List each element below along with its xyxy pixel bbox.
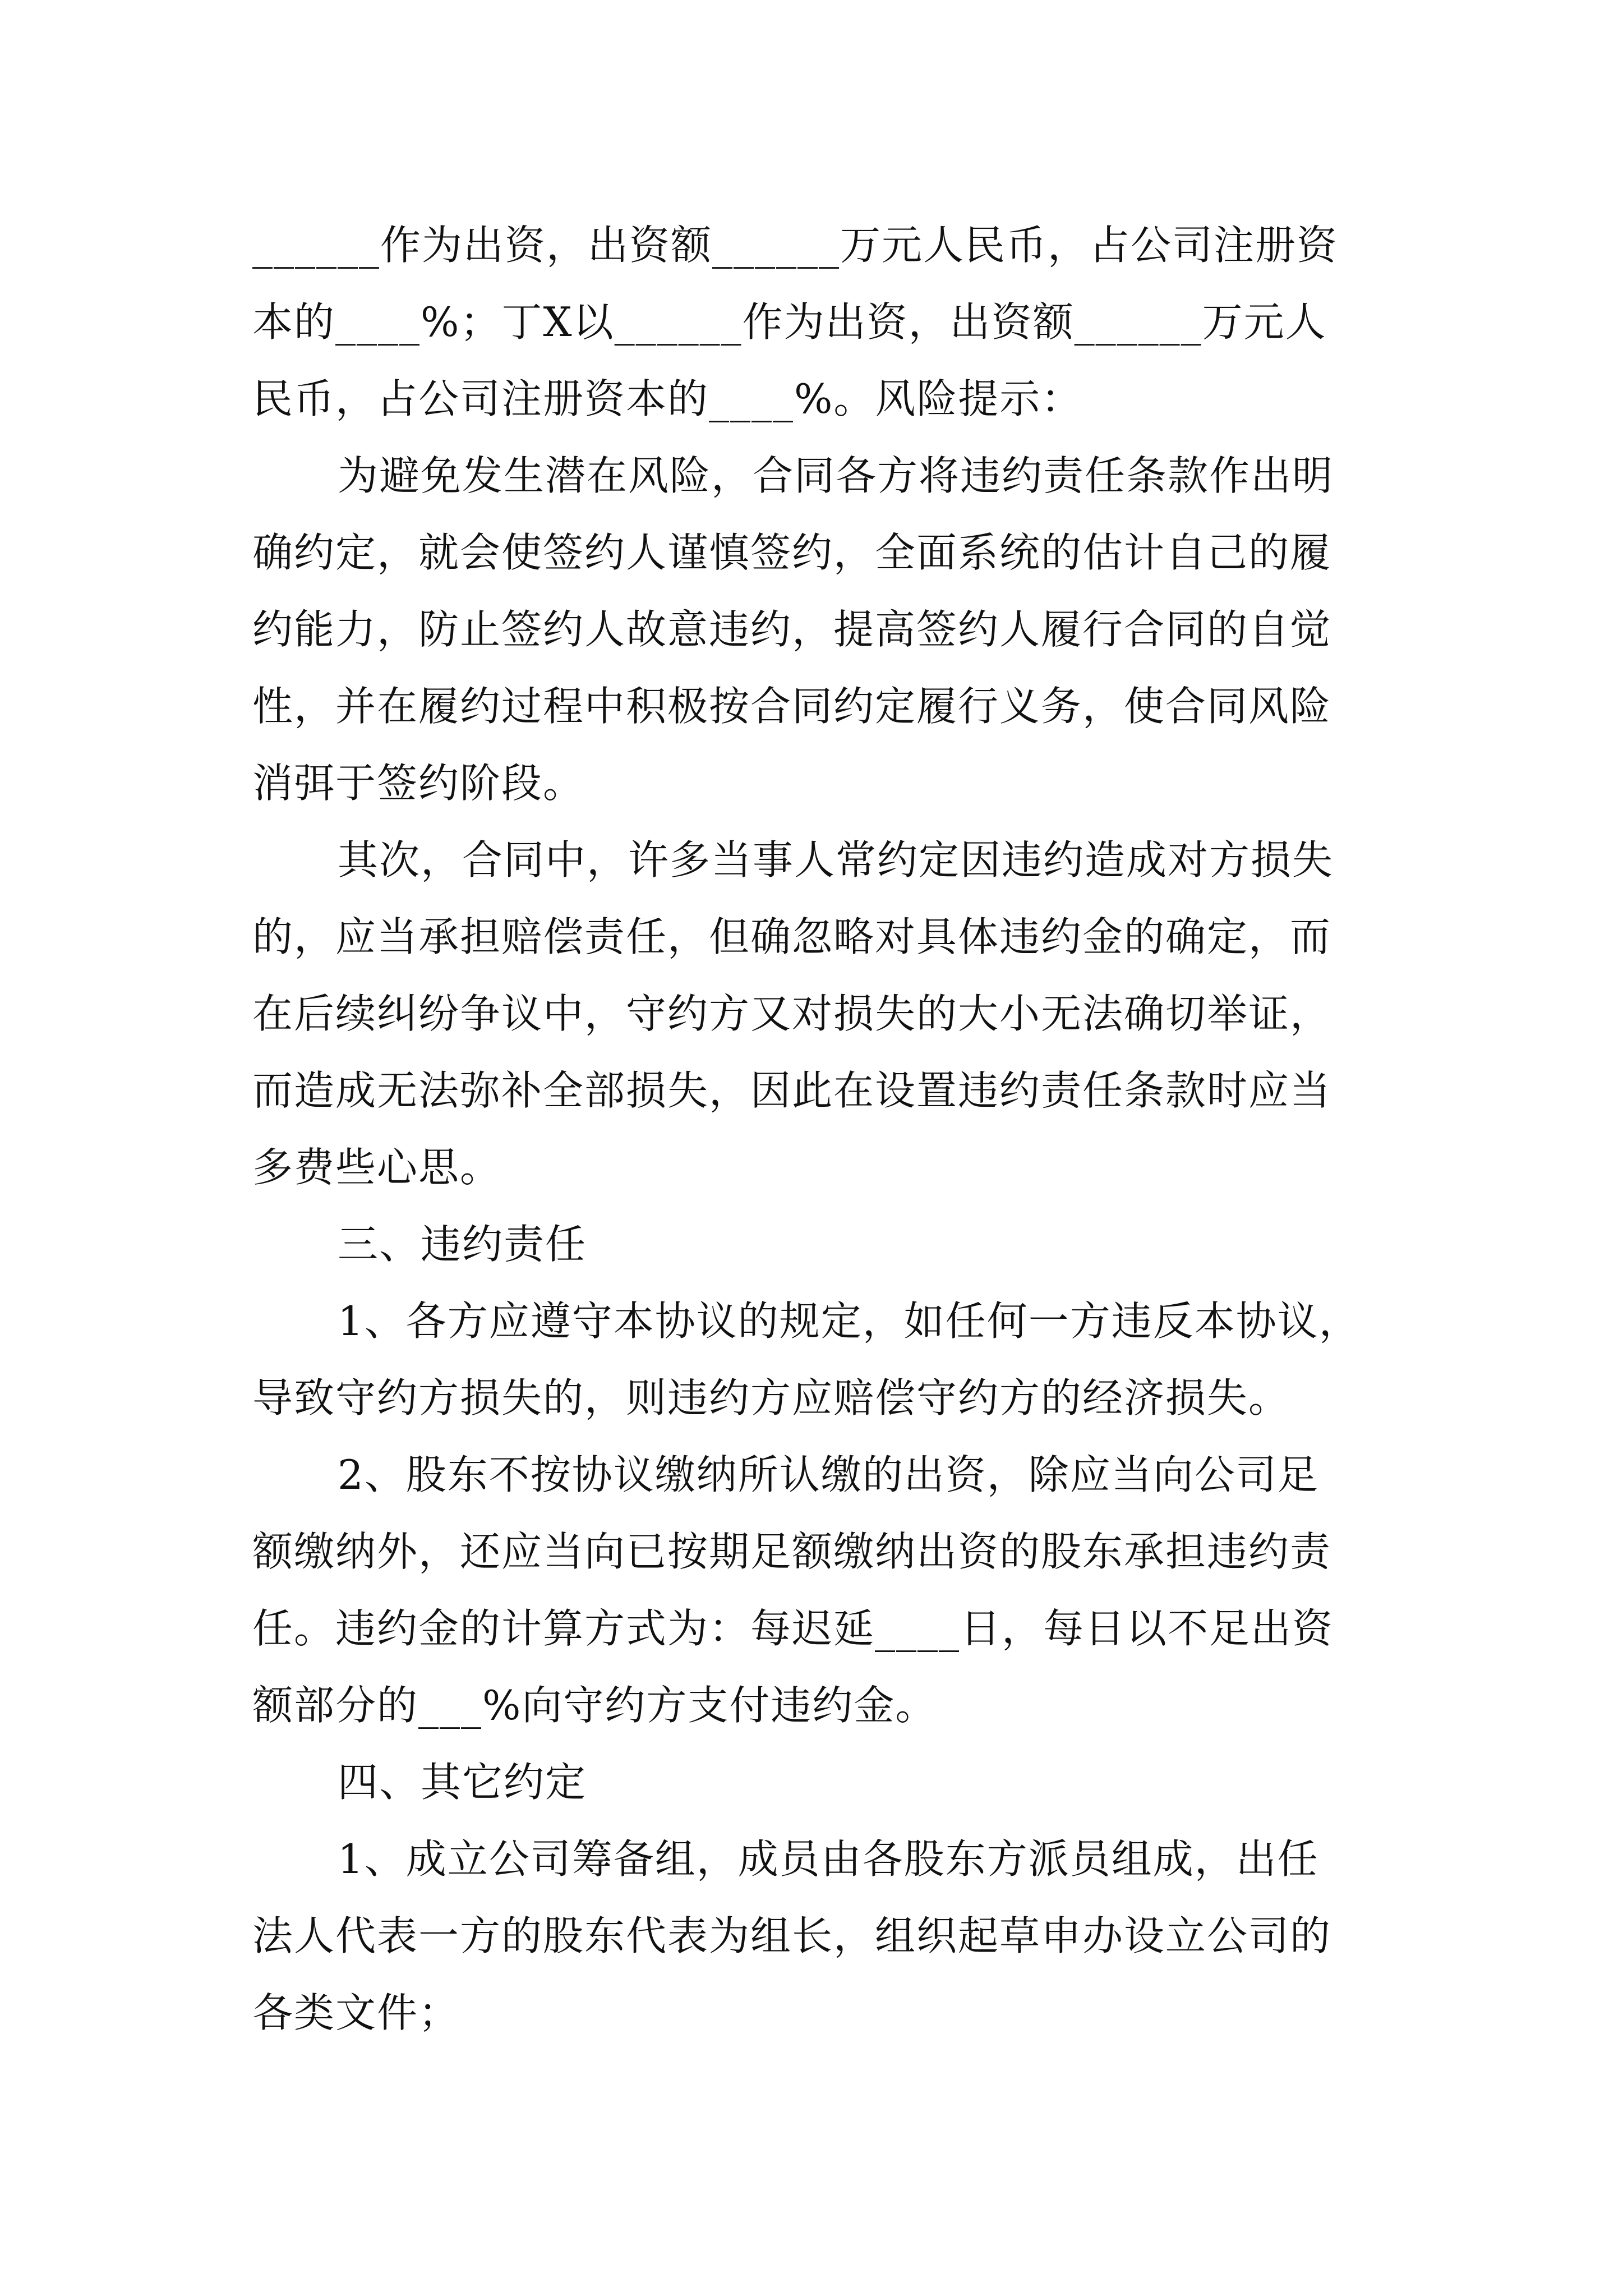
section-heading: 四、其它约定	[338, 1759, 587, 1806]
text-line: 在后续纠纷争议中，守约方又对损失的大小无法确切举证，	[252, 990, 1332, 1037]
paragraph-first-line: 为避免发生潜在风险，合同各方将违约责任条款作出明	[338, 452, 1334, 499]
text-line: 的，应当承担赔偿责任，但确忽略对具体违约金的确定，而	[252, 913, 1332, 960]
paragraph-first-line: 1、成立公司筹备组，成员由各股东方派员组成，出任	[338, 1835, 1319, 1883]
text-line: 消弭于签约阶段。	[252, 760, 585, 807]
text-line: 额缴纳外，还应当向已按期足额缴纳出资的股东承担违约责	[252, 1528, 1332, 1575]
text-line: 各类文件；	[252, 1989, 460, 2036]
text-line: 性，并在履约过程中积极按合同约定履行义务，使合同风险	[252, 683, 1332, 730]
text-line: 民币，占公司注册资本的____%。风险提示：	[252, 375, 1083, 422]
text-line: 本的____%；丁X以______作为出资，出资额______万元人	[252, 298, 1327, 346]
paragraph-first-line: 2、股东不按协议缴纳所认缴的出资，除应当向公司足	[338, 1451, 1319, 1498]
text-line: 多费些心思。	[252, 1144, 502, 1191]
text-line: ______作为出资，出资额______万元人民币，占公司注册资	[252, 222, 1339, 269]
text-line: 法人代表一方的股东代表为组长，组织起草申办设立公司的	[252, 1912, 1332, 1959]
text-line: 确约定，就会使签约人谨慎签约，全面系统的估计自己的履	[252, 529, 1332, 576]
text-line: 而造成无法弥补全部损失，因此在设置违约责任条款时应当	[252, 1067, 1332, 1114]
paragraph-first-line: 其次，合同中，许多当事人常约定因违约造成对方损失	[338, 836, 1334, 884]
paragraph-first-line: 1、各方应遵守本协议的规定，如任何一方违反本协议，	[338, 1297, 1361, 1345]
section-heading: 三、违约责任	[338, 1221, 587, 1268]
text-line: 导致守约方损失的，则违约方应赔偿守约方的经济损失。	[252, 1374, 1290, 1421]
text-line: 额部分的___%向守约方支付违约金。	[252, 1682, 937, 1729]
text-line: 约能力，防止签约人故意违约，提高签约人履行合同的自觉	[252, 606, 1332, 653]
text-line: 任。违约金的计算方式为：每迟延____日，每日以不足出资	[252, 1605, 1334, 1652]
